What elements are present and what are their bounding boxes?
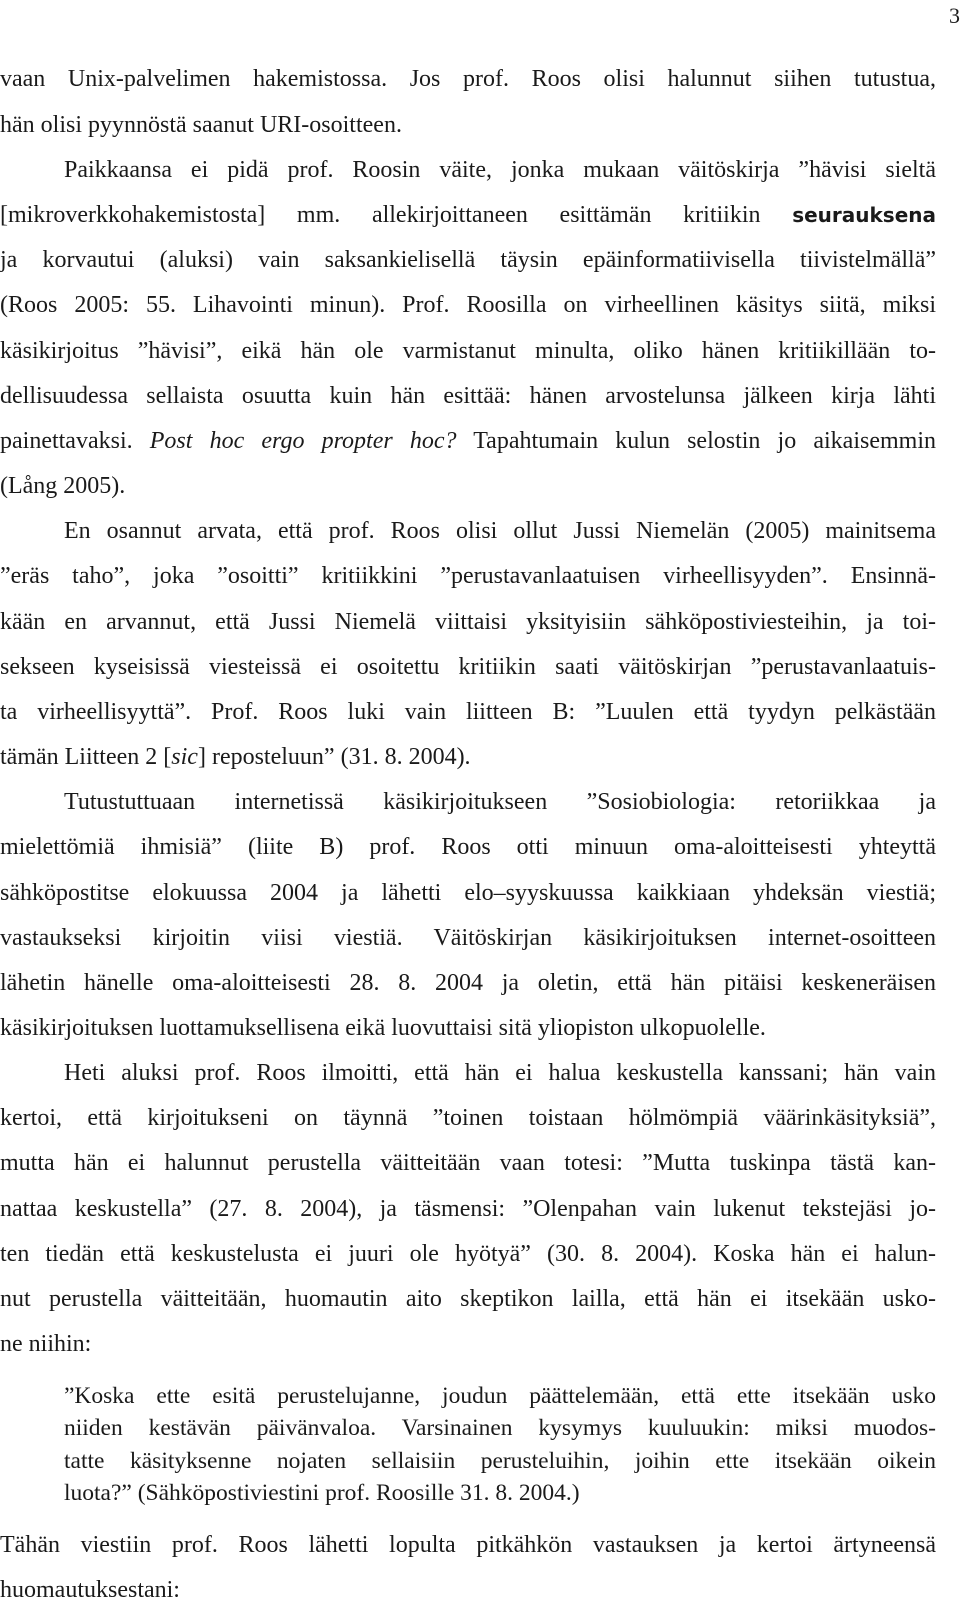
sic-marker: sic (171, 744, 198, 770)
quote-line: tatte käsityksenne nojaten sellaisiin perusteluihin, joihin ette itsekään oikein (64, 1448, 936, 1474)
text-line: (Roos 2005: 55. Lihavointi minun). Prof. Roosilla on virheellinen käsitys siitä, miksi (0, 292, 936, 318)
text-line: sekseen kyseisissä viesteissä ei osoitettu kritiikin saati väitöskirjan ”perustavanlaatuis- (0, 654, 936, 680)
text-line: tämän Liitteen 2 [sic] reposteluun” (31. 8. 2004). (0, 744, 471, 770)
text-line: lähetin hänelle oma-aloitteisesti 28. 8. 2004 ja oletin, että hän pitäisi keskeneräisen (0, 970, 936, 996)
text-line: vaan Unix-palvelimen hakemistossa. Jos prof. Roos olisi halunnut siihen tutustua, (0, 66, 936, 92)
text-line: ja korvautui (aluksi) vain saksankielisellä täysin epäinformatiivisella tiivistelmällä” (0, 247, 936, 273)
text-line: vastaukseksi kirjoitin viisi viestiä. Väitöskirjan käsikirjoituksen internet-osoitteen (0, 925, 936, 951)
text-line: Paikkaansa ei pidä prof. Roosin väite, jonka mukaan väitöskirja ”hävisi sieltä (64, 157, 936, 183)
text-line: ”eräs taho”, joka ”osoitti” kritiikkini ”perustavanlaatuisen virheellisyyden”. Ensinnä- (0, 563, 936, 589)
text-line: sähköpostitse elokuussa 2004 ja lähetti elo–syyskuussa kaikkiaan yhdeksän viestiä; (0, 880, 936, 906)
bold-emphasis: seurauksena (792, 203, 936, 227)
text-line: dellisuudessa sellaista osuutta kuin hän esittää: hänen arvostelunsa jälkeen kirja lähti (0, 383, 936, 409)
text-line: kään en arvannut, että Jussi Niemelä viittaisi yksityisiin sähköpostiviesteihin, ja toi- (0, 609, 936, 635)
text-line: huomautuksestani: (0, 1577, 180, 1603)
text-line: ta virheellisyyttä”. Prof. Roos luki vain liitteen B: ”Luulen että tyydyn pelkästään (0, 699, 936, 725)
text-line: [mikroverkkohakemistosta] mm. allekirjoittaneen esittämän kritiikin seurauksena (0, 202, 936, 228)
quote-line: niiden kestävän päivänvaloa. Varsinainen kysymys kuuluukin: miksi muodos- (64, 1415, 936, 1441)
page-number: 3 (949, 3, 960, 28)
quote-line: luota?” (Sähköpostiviestini prof. Roosille 31. 8. 2004.) (64, 1480, 580, 1506)
text-line: kertoi, että kirjoitukseni on täynnä ”toinen toistaan hölmömpiä väärinkäsityksiä”, (0, 1105, 936, 1131)
quote-line: ”Koska ette esitä perustelujanne, joudun päättelemään, että ette itsekään usko (64, 1383, 936, 1409)
text-line: mielettömiä ihmisiä” (liite B) prof. Roos otti minuun oma-aloitteisesti yhteyttä (0, 834, 936, 860)
text-line: Tutustuttuaan internetissä käsikirjoitukseen ”Sosiobiologia: retoriikkaa ja (64, 789, 936, 815)
text-line: painettavaksi. Post hoc ergo propter hoc? Tapahtumain kulun selostin jo aikaisemmin (0, 428, 936, 454)
text-line: käsikirjoitus ”hävisi”, eikä hän ole varmistanut minulta, oliko hänen kritiikillään to- (0, 338, 936, 364)
text-line: (Lång 2005). (0, 473, 126, 499)
text-line: hän olisi pyynnöstä saanut URI-osoitteen. (0, 112, 402, 138)
text-line: nattaa keskustella” (27. 8. 2004), ja täsmensi: ”Olenpahan vain lukenut tekstejäsi jo- (0, 1196, 936, 1222)
text-line: Heti aluksi prof. Roos ilmoitti, että hän ei halua keskustella kanssani; hän vain (64, 1060, 936, 1086)
text-line: En osannut arvata, että prof. Roos olisi ollut Jussi Niemelän (2005) mainitsema (64, 518, 936, 544)
text-line: nut perustella väitteitään, huomautin aito skeptikon lailla, että hän ei itsekään usko- (0, 1286, 936, 1312)
text-line: käsikirjoituksen luottamuksellisena eikä luovuttaisi sitä yliopiston ulkopuolelle. (0, 1015, 766, 1041)
text-line: ne niihin: (0, 1331, 92, 1357)
text-line: Tähän viestiin prof. Roos lähetti lopulta pitkähkön vastauksen ja kertoi ärtyneensä (0, 1532, 936, 1558)
latin-phrase: Post hoc ergo propter hoc? (149, 428, 457, 454)
text-line: mutta hän ei halunnut perustella väitteitään vaan totesi: ”Mutta tuskinpa tästä kan- (0, 1150, 936, 1176)
text-line: ten tiedän että keskustelusta ei juuri ole hyötyä” (30. 8. 2004). Koska hän ei halun- (0, 1241, 936, 1267)
